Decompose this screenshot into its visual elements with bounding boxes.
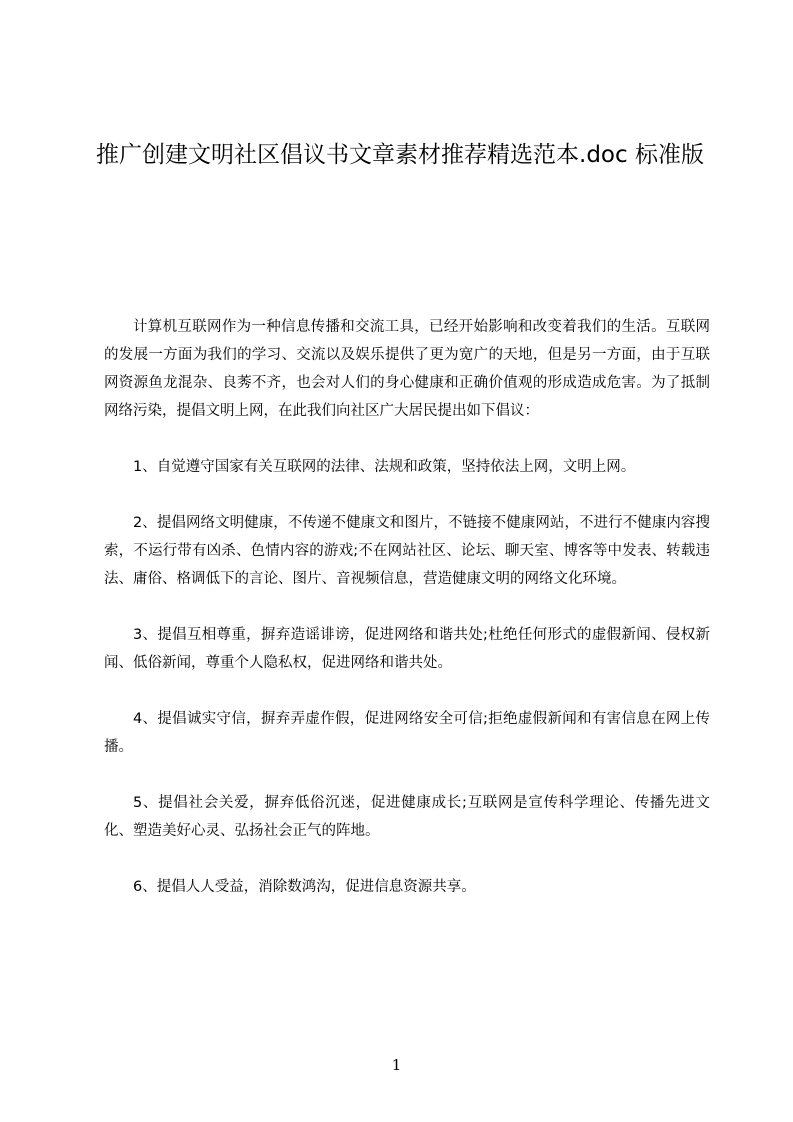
proposal-item-1: 1、自觉遵守国家有关互联网的法律、法规和政策，坚持依法上网，文明上网。 (133, 459, 636, 475)
intro-paragraph: 计算机互联网作为一种信息传播和交流工具，已经开始影响和改变着我们的生活。互联网的发展一方面为我们的学习、交流以及娱乐提供了更为宽广的天地，但是另一方面，由于互联网资源鱼龙混杂、良莠不齐，也会对人们的身心健康和正确价值观的形成造成危害。为了抵制网络污染，提倡文明上网，在此我们向社区广大居民提出如下倡议： (104, 319, 710, 419)
proposal-item-2: 2、提倡网络文明健康，不传递不健康文和图片，不链接不健康网站，不进行不健康内容搜索，不运行带有凶杀、色情内容的游戏;不在网站社区、论坛、聊天室、博客等中发表、转载违法、庸俗、格调低下的言论、图片、音视频信息，营造健康文明的网络文化环境。 (104, 515, 710, 587)
proposal-item-4: 4、提倡诚实守信，摒弃弄虚作假，促进网络安全可信;拒绝虚假新闻和有害信息在网上传播。 (104, 711, 710, 755)
proposal-item-3: 3、提倡互相尊重，摒弃造谣诽谤，促进网络和谐共处;杜绝任何形式的虚假新闻、侵权新闻、低俗新闻，尊重个人隐私权，促进网络和谐共处。 (104, 627, 710, 671)
proposal-item-6: 6、提倡人人受益，消除数鸿沟，促进信息资源共享。 (133, 879, 476, 895)
proposal-item-5: 5、提倡社会关爱，摒弃低俗沉迷，促进健康成长;互联网是宣传科学理论、传播先进文化、塑造美好心灵、弘扬社会正气的阵地。 (104, 795, 710, 839)
page-number: 1 (391, 1056, 402, 1074)
document-title: 推广创建文明社区倡议书文章素材推荐精选范本.doc 标准版 (96, 142, 704, 168)
document-body (104, 313, 710, 901)
